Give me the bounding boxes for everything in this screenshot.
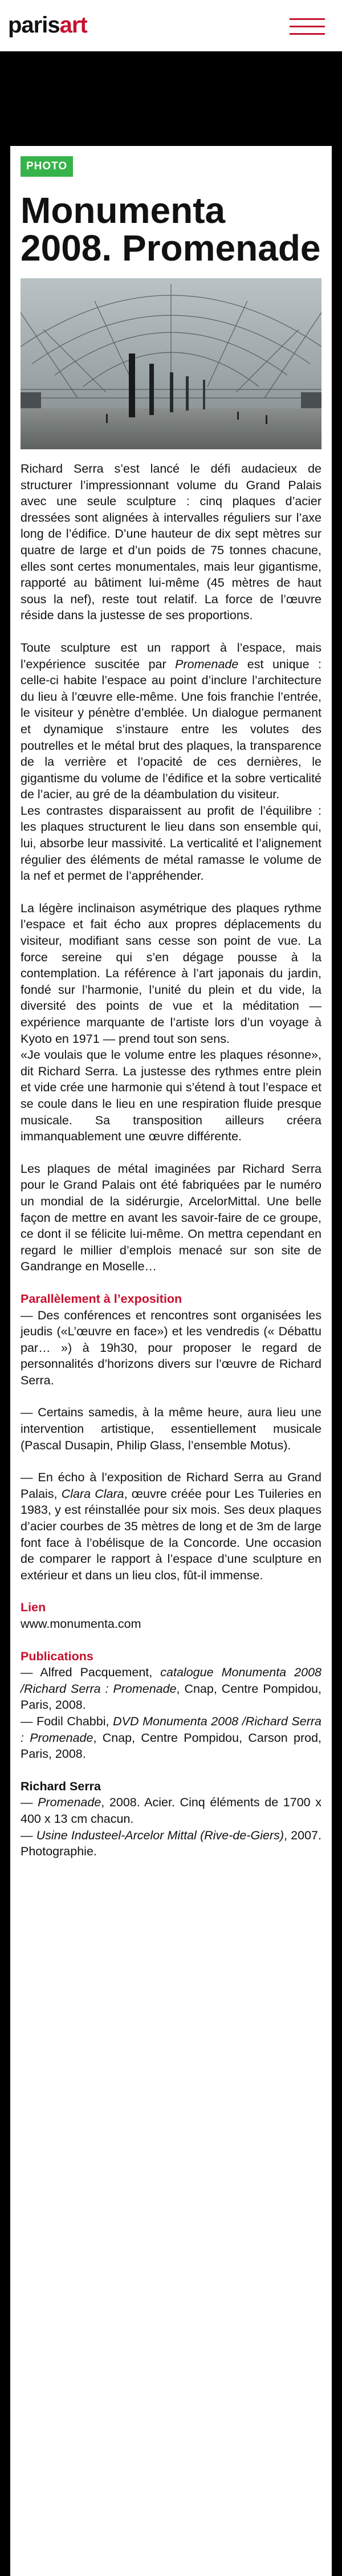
section-heading-publications: Publications <box>21 1649 93 1663</box>
text-run: , 2007. Photographie. <box>21 1828 321 1859</box>
artwork-item <box>21 1794 321 1827</box>
text-run: , 2008. Acier. Cinq éléments de 1700 x 400 x 13 cm chacun. <box>21 1795 322 1826</box>
publication-item <box>21 1664 321 1713</box>
section-heading-parallel: Parallèlement à l’exposition <box>21 1291 182 1306</box>
emphasis-text: Usine Industeel-Arcelor Mittal (Rive-de-Giers) <box>36 1828 284 1842</box>
article-title: Monumenta 2008. Promenade <box>21 190 321 269</box>
section-heading-artist: Richard Serra <box>21 1779 101 1793</box>
emphasis-text: Clara Clara <box>61 1486 124 1501</box>
emphasis-text: DVD Monumenta 2008 /Richard Serra : Promenade <box>21 1714 321 1745</box>
paragraph <box>21 1469 321 1583</box>
emphasis-text: Promenade <box>38 1795 101 1810</box>
text-run: Toute sculpture est un rapport à l’espace, mais l’expérience suscitée par <box>21 640 321 671</box>
menu-bar <box>290 18 325 20</box>
paragraph: — Des conférences et rencontres sont organisées les jeudis («L’œuvre en face») et les vendredis (« Débattu par… ») à 19h30, pour proposer le regard de personnalités d’horizons divers sur l’œuvre de Richard Serra. <box>21 1308 321 1387</box>
paragraph: Les contrastes disparaissent au profit de l’équilibre : les plaques structurent le lieu dans son ensemble qui, lui, absorbe leur massivité. La verticalité et l’alignement régulier des éléments de métal ramasse le volume de la nef et permet de l’appréhender. <box>21 803 321 883</box>
menu-bar <box>290 33 325 35</box>
text-run: — <box>21 1795 38 1810</box>
text-run: — Alfred Pacquement, <box>21 1665 161 1680</box>
category-badge[interactable]: PHOTO <box>21 156 73 177</box>
paragraph: — Certains samedis, à la même heure, aura lieu une intervention artistique, essentiellement musicale (Pascal Dusapin, Philip Glass, l’ensemble Motus). <box>21 1405 321 1452</box>
logo-text-art: art <box>59 13 87 38</box>
site-logo[interactable] <box>8 11 87 39</box>
emphasis-text: catalogue Monumenta 2008 /Richard Serra : Promenade <box>21 1665 321 1696</box>
paragraph: Les plaques de métal imaginées par Richard Serra pour le Grand Palais ont été fabriquées par le numéro un mondial de la sidérurgie, ArcelorMittal. Une belle façon de mettre en avant les savoir-faire de ce groupe, ce dont il se félicite lui-même. On mettra cependant en regard le millier d’emplois menacé sur son site de Gandrange en Moselle… <box>21 1161 321 1274</box>
site-header <box>0 0 342 51</box>
menu-bar <box>290 26 325 27</box>
article-content <box>21 156 321 1860</box>
logo-text-paris: paris <box>8 13 60 38</box>
section-heading-link: Lien <box>21 1600 46 1615</box>
paragraph: «Je voulais que le volume entre les plaques résonne», dit Richard Serra. La justesse des rythmes entre plein et vide crée une harmonie qui s’étend à tout l’espace et se coule dans le lieu en une respiration fluide presque musicale. Sa transposition ailleurs créera immanquablement une œuvre différente. <box>21 1048 321 1144</box>
text-run: est unique : celle-ci habite l’espace au point d’inclure l’architecture du lieu à l’œuvre elle-même. Une fois franchie l’entrée, le visiteur y pénètre d’emblée. Un dialogue permanent et dynamique s’instaure entre les volutes des poutrelles et le métal brut des plaques, la transparence de la verrière et l’opacité de ces dernières, le gigantisme du volume de l’édifice et la sobre verticalité de l’acier, au gré de la déambulation du visiteur. <box>21 657 321 802</box>
article-body <box>21 461 321 1860</box>
hamburger-menu-icon[interactable] <box>290 16 325 36</box>
publication-item <box>21 1713 321 1762</box>
text-run: , Cnap, Centre Pompidou, Carson prod, Paris, 2008. <box>21 1730 322 1761</box>
text-run: , œuvre créée pour Les Tuileries en 1983, y est réinstallée pour six mois. Ses deux plaques d’acier courbes de 35 mètres de long et de 3m de large font face à l’obélisque de la Concorde. Une occasion de comparer le rapport à l’espace d’une sculpture en extérieur et dans un lieu clos, fût-il immense. <box>21 1486 321 1582</box>
paragraph: La légère inclinaison asymétrique des plaques rythme l’espace et fait écho aux propres déplacements du visiteur, modifiant sans cesse son point de vue. La force sereine qui s’en dégage pousse à la contemplation. La référence à l’art japonais du jardin, fondé sur l’harmonie, l’unité du plein et du vide, la diversité des points de vue et la méditation — expérience marquante de l’artiste lors d’un voyage à Kyoto en 1971 — prend tout son sens. <box>21 901 321 1046</box>
paragraph <box>21 1616 321 1632</box>
text-run: — <box>21 1828 36 1842</box>
paragraph: Richard Serra s’est lancé le défi audacieux de structurer l’impressionnant volume du Grand Palais avec une seule sculpture : cinq plaques d’acier dressées sont alignées à intervalles réguliers sur l’axe long de l’édifice. D’une hauteur de dix sept mètres sur quatre de large et d’un poids de 75 tonnes chacune, elles sont certes monumentales, mais leur gigantisme, rapporté au bâtiment lui-même (45 mètres de haut sous la nef), reste tout relatif. La force de l’œuvre réside dans la justesse de ses proportions. <box>21 462 321 623</box>
paragraph <box>21 640 321 803</box>
text-run: , Cnap, Centre Pompidou, Paris, 2008. <box>21 1681 321 1712</box>
text-run: — Fodil Chabbi, <box>21 1714 113 1728</box>
text-run: — En écho à l’exposition de Richard Serra au Grand Palais, <box>21 1470 321 1501</box>
article-card <box>10 146 332 2576</box>
artwork-item <box>21 1827 321 1860</box>
article-photo <box>21 278 321 449</box>
emphasis-text: Promenade <box>175 657 239 671</box>
external-link[interactable]: www.monumenta.com <box>21 1617 141 1631</box>
